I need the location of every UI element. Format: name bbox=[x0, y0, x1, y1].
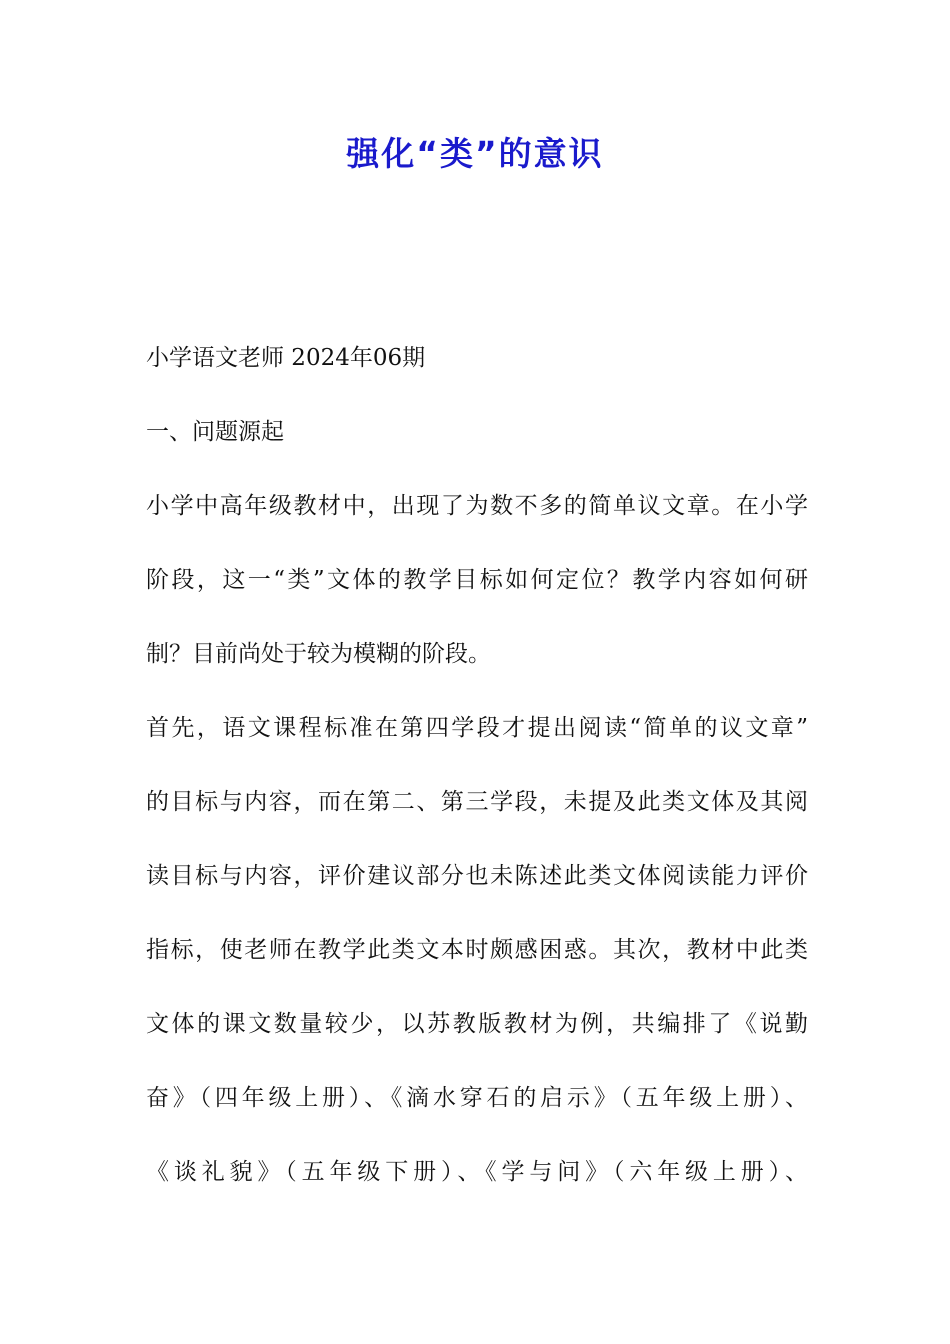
document-body bbox=[146, 337, 808, 1225]
document-title: 强化“类”的意识 bbox=[346, 134, 604, 173]
paragraph-line: 制？目前尚处于较为模糊的阶段。 bbox=[146, 641, 491, 667]
paragraph-line: 文体的课文数量较少，以苏教版教材为例，共编排了《说勤 bbox=[146, 1011, 808, 1037]
paragraph-line: 读目标与内容，评价建议部分也未陈述此类文体阅读能力评价 bbox=[146, 863, 808, 889]
paragraph-line: 《谈礼貌》（五年级下册）、《学与问》（六年级上册）、 bbox=[146, 1159, 808, 1185]
paragraph-line: 奋》（四年级上册）、《滴水穿石的启示》（五年级上册）、 bbox=[146, 1085, 808, 1111]
paragraph-line: 指标，使老师在教学此类文本时颇感困惑。其次，教材中此类 bbox=[146, 937, 808, 963]
paragraph-line: 小学中高年级教材中，出现了为数不多的简单议文章。在小学 bbox=[146, 493, 808, 519]
paragraph-line: 阶段，这一“类”文体的教学目标如何定位？教学内容如何研 bbox=[146, 567, 808, 593]
paragraph-line: 的目标与内容，而在第二、第三学段，未提及此类文体及其阅 bbox=[146, 789, 808, 815]
paragraph-line: 首先，语文课程标准在第四学段才提出阅读“简单的议文章” bbox=[146, 715, 808, 741]
section-heading: 一、问题源起 bbox=[146, 419, 284, 445]
source-line: 小学语文老师 2024年06期 bbox=[146, 345, 426, 371]
